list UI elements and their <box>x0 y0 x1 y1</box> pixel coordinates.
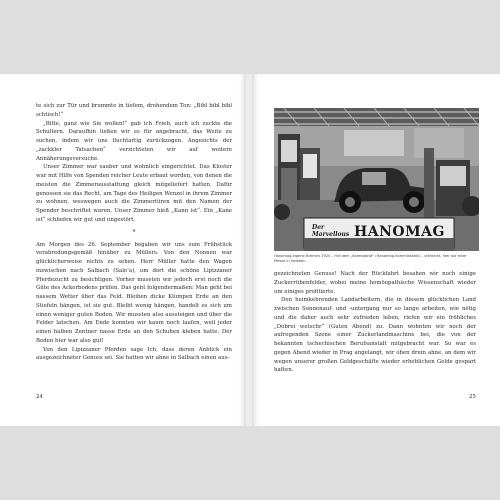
paragraph: gezeichneten Genuss! Nach der Rückfahrt besahen wir noch einige Zuckerrübenfelder, wobei meine homöopathische Wissenschaft wieder um einiges profitierte. <box>274 271 476 295</box>
paragraph: Den heimkehrenden Landarbeitern, die in diesem glücklichen Land zwischen Sonnenauf- und -untergang nur so lange arbeiten, wie nötig und die daher auch sehr zufrieden leben, riefen wir ein fröhliches „Dobrei wetschr“ (Guten Abend) zu. Dann wohnten wir noch der aufregenden Szene einer Zuckerlandmaschine bei, die von der bekannten tschechischen Berufsanstalt mitgebracht war. So war es gegen Abend wieder in Prag angelangt, wir oben drein ahne, an dem wir wegen unserer großen Geldgeschäfte wieder erheblichen Gelde gespart hatten. <box>274 297 476 374</box>
exhibition-photo <box>274 108 479 251</box>
exhibition-photo-drawing <box>274 108 479 251</box>
sign-line-2: Marvellous <box>312 231 350 238</box>
left-page <box>0 74 246 426</box>
section-separator: * <box>132 228 136 236</box>
page-number-right: 25 <box>468 394 476 400</box>
paragraph: te sich zur Tür und brummte in tiefem, drohendem Ton: „Bibl bibl bibl schtisch!“ <box>36 103 232 118</box>
paragraph: Unser Zimmer war sauber und wohnlich eingerichtet. Das Kloster war mit Hilfe von Spenden reicher Leute erbaut worden, von denen die meisten die Zimmerausstattung gleich mitgeliefert hatten. Dafür genossen sie das Recht, am Tage des Heiligen Wenzel in ihrem Zimmer zu wohnen, weswegen auch die Zimmertüren mit den Namen der Spender beschriftet waren. Unser Zimmer hieß „Kann ist“. Ein „Kane ist“ schliefen wir gut und ungestört. <box>36 164 232 223</box>
left-page-text <box>36 102 232 363</box>
page-number-left: 24 <box>36 394 44 400</box>
sign-line-1: Der <box>312 224 325 231</box>
paragraph: Von den Lipizzaner Pferden sage Ich, dass deren Anblick ein ausgezeichneter Genuss sei. Sie hatten wir ahne in Salbach einen aus- <box>36 346 232 362</box>
photo-caption: Hanomag-eigene Bremen 1925 – mit dem „Komissbrot“ (Hanomag-Kommissbrot) – vielleicht, hier auf einer Messe in Holstein <box>274 254 467 263</box>
right-page <box>252 74 500 426</box>
sign-brand: HANOMAG <box>354 224 445 240</box>
paragraph: Am Morgen des 26. September begaben wir uns zum Frühstück verabredungsgemäß hinüber zu Müllers. Von den Nonnen war glücklicherweise nichts zu sehen. Herr Müller hatte den Wagen inzwischen nach Salbach (Salo’a), um dort die schöne Lipizzaner Pferdezucht zu besichtigen. Vorher mussten wir jedoch erst noch die Güte des Ackerbodens prüfen. Das geht folgendermaßen: Man geht bei nassem Wetter über das Feld. Bleiben dicke Klumpen Erde an den Stiefeln hängen, ist sie gut. Bleibt wenig hängen, handelt es sich um einen weniger guten Boden. Wir mussten also aussteigen und über die Felder latschen. Am Ende konnten wir kaum noch laufen, weil jeder einen halben Zentner nasse Erde an den Schuhen kleben hatte. Der Boden hier war also gut! <box>36 241 232 344</box>
right-page-text <box>274 270 476 375</box>
paragraph: „Bitte, ganz wie Sie wollen!“ gab ich Frieb, auch ich zuckte die Schultern. Daraufhin ließen wir es für angebracht, das Weite zu suchen, indem wir uns fluchtartig zurückzogen. Angesichts der „zackkler Tatsachen“ verzichteten wir auf weitere Annäherungsversuche. <box>36 120 232 162</box>
book-spread <box>0 74 500 426</box>
